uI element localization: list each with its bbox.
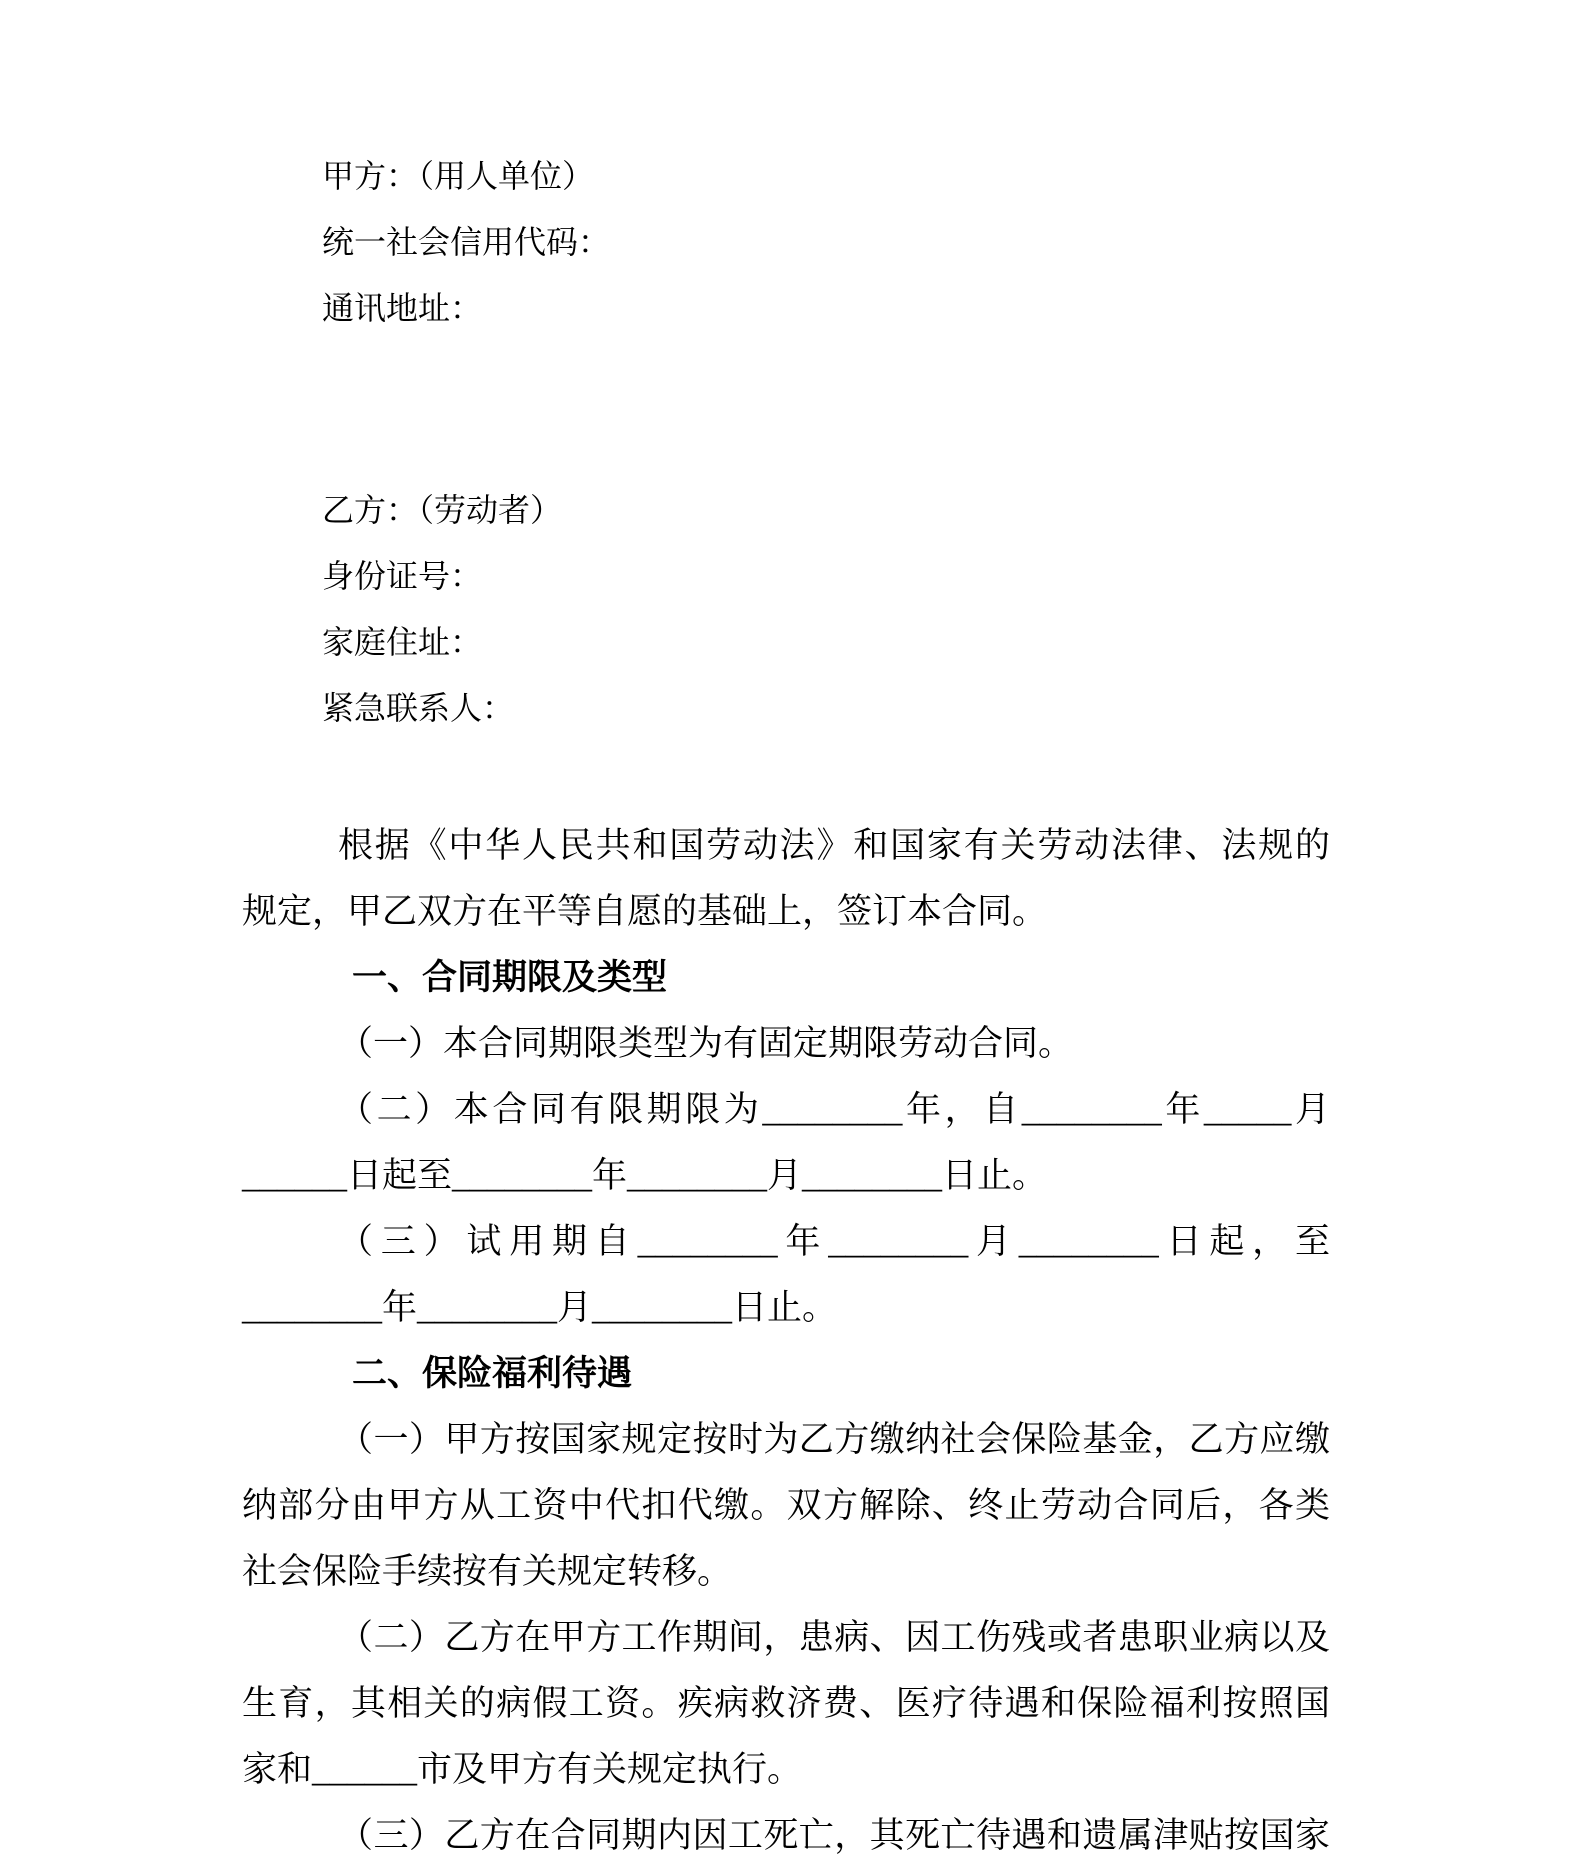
clause-2-3-line-1: （三）乙方在合同期内因工死亡，其死亡待遇和遗属津贴按国家	[338, 1816, 1330, 1855]
preamble-line-2: 规定，甲乙双方在平等自愿的基础上，签订本合同。	[242, 892, 1048, 931]
clause-2-1-line-3: 社会保险手续按有关规定转移。	[242, 1552, 733, 1591]
party-b-id-number-line: 身份证号：	[322, 558, 483, 594]
clause-2-2-line-1: （二）乙方在甲方工作期间，患病、因工伤残或者患职业病以及	[338, 1618, 1330, 1657]
party-a-info-block	[322, 143, 1587, 341]
party-b-info-block	[322, 477, 1587, 741]
clause-1-1-line: （一）本合同期限类型为有固定期限劳动合同。	[338, 1024, 1074, 1063]
party-b-home-address-line: 家庭住址：	[322, 624, 483, 660]
clause-2-1-line-2: 纳部分由甲方从工资中代扣代缴。双方解除、终止劳动合同后，各类	[242, 1486, 1330, 1525]
party-a-title-line: 甲方：（用人单位）	[322, 158, 595, 194]
section-2-heading: 二、保险福利待遇	[352, 1354, 633, 1393]
clause-2-1-line-1: （一）甲方按国家规定按时为乙方缴纳社会保险基金，乙方应缴	[338, 1420, 1330, 1459]
clause-1-3-line-2: ________年________月________日止。	[242, 1288, 838, 1327]
party-b-title-line: 乙方：（劳动者）	[322, 492, 563, 528]
section-1-heading: 一、合同期限及类型	[352, 958, 668, 997]
clause-1-2-line-2: ______日起至________年________月________日止。	[242, 1156, 1048, 1195]
party-a-credit-code-line: 统一社会信用代码：	[322, 224, 611, 260]
clause-1-2-line-1: （二）本合同有限期限为________年，自________年_____月	[338, 1090, 1330, 1129]
clause-1-3-line-1: （三）试用期自________年________月________日起，至	[338, 1222, 1330, 1261]
party-a-address-line: 通讯地址：	[322, 290, 483, 326]
clause-2-2-line-2: 生育，其相关的病假工资。疾病救济费、医疗待遇和保险福利按照国	[242, 1684, 1330, 1723]
contract-body-block	[242, 813, 1330, 1869]
clause-2-2-line-3: 家和______市及甲方有关规定执行。	[242, 1750, 803, 1789]
preamble-line-1: 根据《中华人民共和国劳动法》和国家有关劳动法律、法规的	[338, 826, 1330, 865]
party-b-emergency-contact-line: 紧急联系人：	[322, 690, 515, 726]
